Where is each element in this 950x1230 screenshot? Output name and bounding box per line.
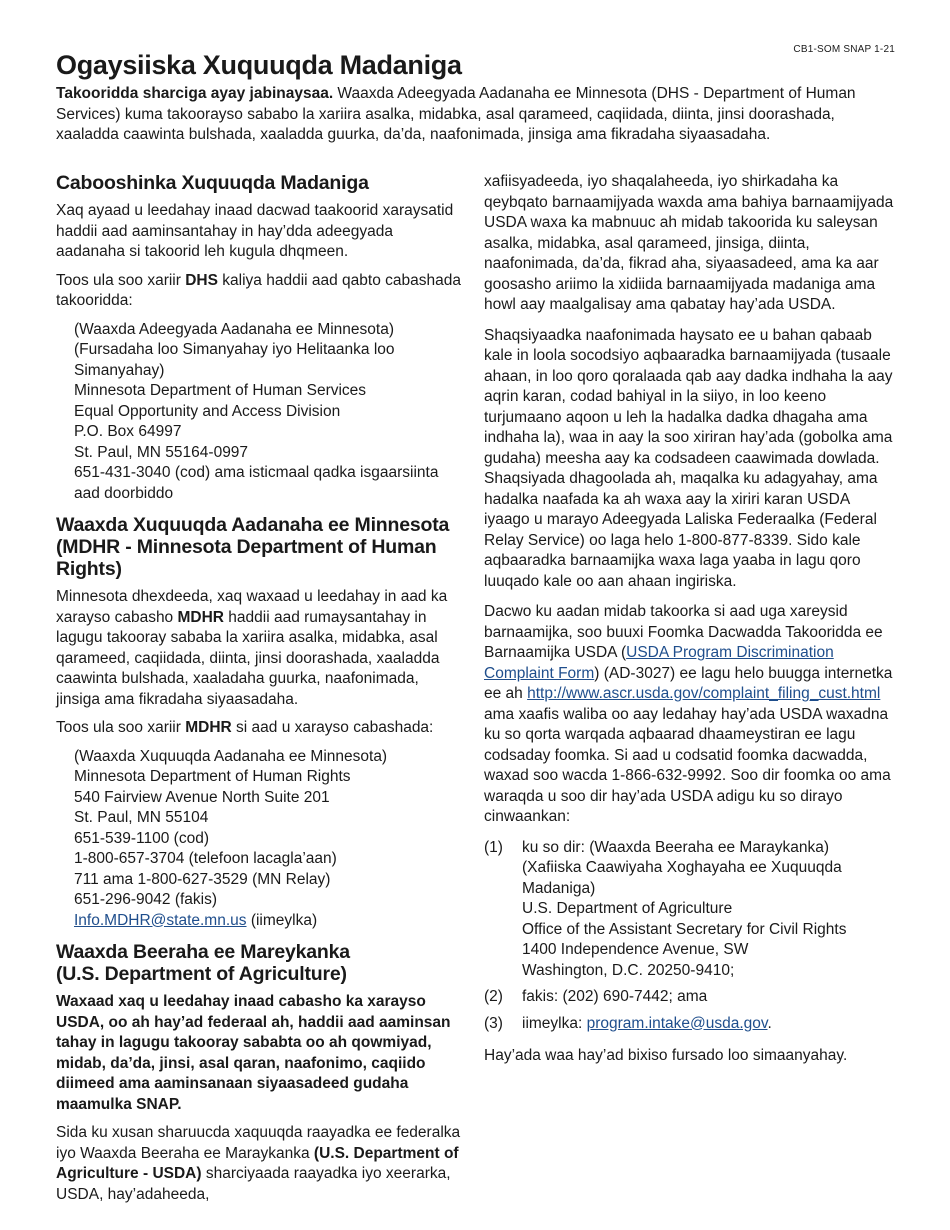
- intro-text: Waaxda Adeegyada Aadanaha ee Minnesota (DHS - Department of Human Services) kuma takoorayso sababo la xariira asalka, midabka, asal qarameed, caqiidada, diinta, jinsi doorashada, xaaladda caawinta bulshada, xaaladda guurka, da’da, naafonimada, jinsiga ama fikradaha siyaasadaha.: [56, 85, 856, 143]
- fax-line: fakis: (202) 690-7442; ama: [522, 988, 708, 1005]
- usda-heading-line2: (U.S. Department of Agriculture): [56, 963, 347, 985]
- usda-law-post: sharciyaada raayadka iyo xeerarka, USDA, hay’adaheeda,: [56, 1165, 451, 1203]
- mdhr-bold-2: MDHR: [185, 719, 232, 736]
- complaint-text-c: ama xaafis waliba oo aay ledahay hay’ada USDA waxadna ku so qorta warqada aqbaarad dhaameystiran ee lagu codsaday foomka. Si aad u codsatid foomka dacwadda, waxad soo wacda 1-866-632-9992. Soo dir foomka oo ama waraqda u soo dir hay’ada USDA adigu ku so dirayo cinwaankan:: [484, 705, 891, 825]
- list-item: [484, 987, 896, 1008]
- mdhr-heading: Waaxda Xuquuqda Aadanaha ee Minnesota (MDHR - Minnesota Department of Human Rights): [56, 514, 450, 580]
- usda-heading: [56, 941, 461, 985]
- mdhr-p2-pre: Toos ula soo xariir: [56, 719, 186, 736]
- list-item: [484, 1014, 896, 1035]
- complaint-text-b: ) (AD-3027) ee lagu helo buugga internetka ee ah: [484, 664, 893, 702]
- mdhr-p1-pre: Minnesota dhexdeeda, xaq waxaad u leedahay in aad ka xarayso cabasho: [56, 588, 448, 626]
- usda-heading-line1: Waaxda Beeraha ee Mareykanka: [56, 941, 350, 963]
- address-line: Equal Opportunity and Access Division: [74, 402, 341, 420]
- mdhr-bold: MDHR: [177, 608, 224, 626]
- form-code: CB1-SOM SNAP 1-21: [793, 44, 895, 55]
- address-line: Minnesota Department of Human Services: [74, 382, 367, 399]
- usda-law-bold: (U.S. Department of Agriculture - USDA): [56, 1144, 459, 1182]
- address-line: 1-800-657-3704 (telefoon lacagla’aan): [74, 850, 337, 867]
- email-line: [522, 1014, 772, 1035]
- mdhr-contact-paragraph: [56, 718, 461, 739]
- closing-statement: Hay’ada waa hay’ad bixiso fursado loo simaanyahay.: [484, 1047, 848, 1064]
- intro-bold-lead: Takooridda sharciga ayay jabinaysaa.: [56, 85, 334, 102]
- complaint-text-a: Dacwo ku aadan midab takoorka si aad uga xareysid barnaamijka, soo buuxi Foomka Dacwadda Takooridda ee Barnaamijka USDA (: [484, 603, 883, 661]
- mdhr-section: [56, 514, 461, 931]
- list-number: (2): [484, 988, 503, 1005]
- civil-rights-paragraph: Xaq ayaad u leedahay inaad dacwad taakoorid xaraysatid haddii aad aaminsantahay in hay’dda adeegyada aadanaha si takoorid leh kugula dhqmeen.: [56, 202, 454, 260]
- mdhr-p2-post: si aad u xarayso cabashada:: [231, 719, 434, 736]
- email-post: .: [767, 1014, 772, 1032]
- mdhr-p1-post: haddii aad rumaysantahay in lagugu takooray sababa la xariira asalka, midabka, asal qarameed, caqiidada, diinta, jinsi doorashada, xaaladda caawinta bulshada, xaaladaha guurka, naafonimada, jinsiga ama fikradaha siyaasadaha.: [56, 608, 440, 708]
- right-column: [484, 172, 896, 1077]
- list-item: [484, 838, 896, 982]
- dhs-contact-post: kaliya haddii aad qabto cabashada takooridda:: [56, 271, 461, 309]
- complaint-url-link[interactable]: http://www.ascr.usda.gov/complaint_filing_cust.html: [527, 685, 881, 702]
- dhs-address: [74, 320, 461, 505]
- list-number: (1): [484, 838, 503, 856]
- address-line: (Waaxda Adeegyada Aadanaha ee Minnesota): [74, 320, 394, 338]
- address-line: Minnesota Department of Human Rights: [74, 768, 351, 785]
- mdhr-email-link[interactable]: Info.MDHR@state.mn.us: [74, 911, 247, 929]
- mdhr-paragraph: [56, 587, 461, 710]
- email-pre: iimeylka:: [522, 1014, 587, 1032]
- address-line: U.S. Department of Agriculture: [522, 900, 733, 917]
- address-line: 711 ama 1-800-627-3529 (MN Relay): [74, 870, 331, 888]
- address-line: St. Paul, MN 55104: [74, 809, 209, 826]
- page-title: Ogaysiiska Xuquuqda Madaniga: [56, 50, 462, 80]
- left-column: [56, 172, 461, 1213]
- dhs-contact-pre: Toos ula soo xariir: [56, 271, 186, 289]
- address-line: (Xafiiska Caawiyaha Xoghayaha ee Xuquuqda Madaniga): [522, 859, 842, 897]
- mdhr-address: [74, 747, 461, 932]
- address-line: P.O. Box 64997: [74, 423, 182, 440]
- intro-paragraph: [56, 84, 896, 146]
- address-line: Office of the Assistant Secretary for Civil Rights: [522, 920, 847, 938]
- address-line: (Fursadaha loo Simanyahay iyo Helitaanka loo Simanyahay): [74, 341, 395, 379]
- dhs-contact-paragraph: [56, 271, 461, 312]
- usda-section: [56, 941, 461, 1205]
- complaint-form-paragraph: [484, 602, 896, 828]
- submission-methods-list: [484, 838, 896, 1035]
- usda-law-paragraph: [56, 1123, 461, 1205]
- disability-paragraph: Shaqsiyaadka naafonimada haysato ee u bahan qabaab kale in loola socodsiyo aqbaaradka barnaamijyada (tusaale ahaan, in loo qoro qoralaada qab aay dadka indhaha la aay aqrin karan, codad bahiyal in la siiyo, in loo keeno turjumaano aqoon u leh la hadalka dadka dhagaha ama indhaha la), waa in aay la soo xiriran hay’ada (gobolka ama gudaha) meesha aay ka codsadeen caawimada dowlada. Shaqsiyada dhagoolada ah, maqalka ku adagyahay, ama hadalka naafada ka ah waxa aay la xiriri karan USDA iyaago u marayo Adeegyada Laliska Federaalka (Federal Relay Service) oo laga helo 1-800-877-8339. Sido kale aqbaaradka barnaamijka waxa laga yaaba in lagu qoro luuqado kale oo aan ahaan ingiriska.: [484, 326, 893, 590]
- list-number: (3): [484, 1014, 503, 1032]
- mdhr-email-line: [74, 911, 461, 932]
- address-line: 651-431-3040 (cod) ama isticmaal qadka isgaarsiinta aad doorbiddo: [74, 464, 439, 502]
- address-line: 651-539-1100 (cod): [74, 829, 209, 847]
- dhs-bold: DHS: [185, 271, 218, 289]
- usda-rights-paragraph: Waxaad xaq u leedahay inaad cabasho ka xarayso USDA, oo ah hay’ad federaal ah, haddii aad aaminsan tahay in lagugu takooray sababta oo ah qowmiyad, midab, da’da, jinsi, asal qaran, naafonimo, caqiido diimeed ama aaminsanaan siyaasadeed gudaha maamulka SNAP.: [56, 993, 451, 1113]
- address-line: ku so dir: (Waaxda Beeraha ee Maraykanka): [522, 838, 829, 856]
- address-line: (Waaxda Xuquuqda Aadanaha ee Minnesota): [74, 747, 388, 765]
- address-line: Washington, D.C. 20250-9410;: [522, 961, 735, 979]
- address-line: 1400 Independence Avenue, SW: [522, 941, 749, 958]
- usda-continued-paragraph: xafiisyadeeda, iyo shaqalaheeda, iyo shirkadaha ka qeybqato barnaamijyada waxda ama bahiya barnaamijyada USDA waxa ka mabnuuc ah midab takoorida ku saleysan asalka, midabka, asal qarameed, jinsiga, diinta, naafonimada, da’da, fikrad aha, siyaasadeed, ama ka aar goosasho ariimo la xidiida barnaamijyada madaniga ama howl aay maalgalisay ama qabatay hay’ada USDA.: [484, 173, 894, 313]
- address-line: 651-296-9042 (fakis): [74, 891, 218, 908]
- usda-law-pre: Sida ku xusan sharuucda xaquuqda raayadka ee federalka iyo Waaxda Beeraha ee Maraykanka: [56, 1124, 461, 1162]
- mdhr-email-suffix: (iimeylka): [246, 911, 318, 929]
- address-line: 540 Fairview Avenue North Suite 201: [74, 788, 330, 806]
- complaint-form-link[interactable]: USDA Program Discrimination Complaint Form: [484, 644, 834, 682]
- civil-rights-heading: Cabooshinka Xuquuqda Madaniga: [56, 172, 369, 194]
- mail-address: [522, 838, 896, 982]
- civil-rights-complaints-section: [56, 172, 461, 504]
- address-line: St. Paul, MN 55164-0997: [74, 443, 249, 461]
- usda-email-link[interactable]: program.intake@usda.gov: [586, 1014, 768, 1032]
